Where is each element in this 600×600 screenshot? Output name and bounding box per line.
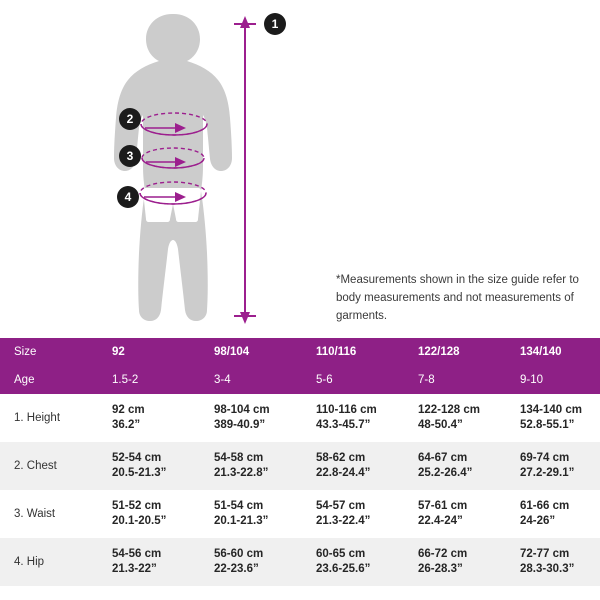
cell-waist-110-116	[308, 490, 410, 538]
cell-imperial: 21.3-22.8”	[214, 467, 269, 479]
cell-imperial: 48-50.4”	[418, 419, 463, 431]
header-age-1: 3-4	[206, 366, 308, 394]
header-age-2: 5-6	[308, 366, 410, 394]
cell-metric: 51-54 cm	[214, 500, 264, 512]
cell-metric: 134-140 cm	[520, 404, 583, 416]
cell-metric: 92 cm	[112, 404, 145, 416]
cell-imperial: 20.5-21.3”	[112, 467, 167, 479]
height-measure-line	[234, 16, 256, 324]
cell-height-122-128	[410, 394, 512, 442]
cell-metric: 72-77 cm	[520, 548, 570, 560]
cell-metric: 54-58 cm	[214, 452, 264, 464]
table-row	[0, 490, 600, 538]
cell-waist-92	[104, 490, 206, 538]
cell-metric: 110-116 cm	[316, 404, 377, 416]
cell-waist-134-140	[512, 490, 600, 538]
cell-metric: 66-72 cm	[418, 548, 468, 560]
row-label-chest: 2. Chest	[0, 442, 104, 490]
header-label-age: Age	[0, 366, 104, 394]
cell-metric: 61-66 cm	[520, 500, 570, 512]
cell-metric: 58-62 cm	[316, 452, 366, 464]
cell-height-98-104	[206, 394, 308, 442]
cell-metric: 122-128 cm	[418, 404, 481, 416]
cell-imperial: 389-40.9”	[214, 419, 266, 431]
cell-hip-122-128	[410, 538, 512, 586]
header-size-2: 110/116	[308, 338, 410, 366]
cell-hip-110-116	[308, 538, 410, 586]
cell-height-92	[104, 394, 206, 442]
table-row	[0, 442, 600, 490]
cell-imperial: 52.8-55.1”	[520, 419, 575, 431]
cell-hip-134-140	[512, 538, 600, 586]
cell-waist-98-104	[206, 490, 308, 538]
cell-imperial: 24-26”	[520, 515, 556, 527]
cell-metric: 54-57 cm	[316, 500, 366, 512]
cell-imperial: 27.2-29.1”	[520, 467, 575, 479]
cell-waist-122-128	[410, 490, 512, 538]
callout-marker-3: 3	[119, 145, 141, 167]
cell-hip-92	[104, 538, 206, 586]
cell-metric: 54-56 cm	[112, 548, 162, 560]
cell-imperial: 22.8-24.4”	[316, 467, 371, 479]
cell-imperial: 22.4-24”	[418, 515, 463, 527]
cell-height-134-140	[512, 394, 600, 442]
cell-metric: 98-104 cm	[214, 404, 270, 416]
cell-chest-122-128	[410, 442, 512, 490]
header-size-1: 98/104	[206, 338, 308, 366]
cell-hip-98-104	[206, 538, 308, 586]
cell-metric: 51-52 cm	[112, 500, 162, 512]
cell-chest-134-140	[512, 442, 600, 490]
cell-imperial: 25.2-26.4”	[418, 467, 473, 479]
table-row	[0, 394, 600, 442]
callout-marker-2: 2	[119, 108, 141, 130]
header-size-3: 122/128	[410, 338, 512, 366]
cell-imperial: 20.1-21.3”	[214, 515, 269, 527]
table-header-size-row	[0, 338, 600, 366]
cell-metric: 52-54 cm	[112, 452, 162, 464]
row-label-hip: 4. Hip	[0, 538, 104, 586]
table-header-age-row	[0, 366, 600, 394]
cell-imperial: 26-28.3”	[418, 563, 463, 575]
cell-imperial: 20.1-20.5”	[112, 515, 167, 527]
cell-imperial: 21.3-22.4”	[316, 515, 371, 527]
cell-metric: 60-65 cm	[316, 548, 366, 560]
cell-metric: 56-60 cm	[214, 548, 264, 560]
cell-imperial: 21.3-22”	[112, 563, 157, 575]
header-age-3: 7-8	[410, 366, 512, 394]
cell-metric: 57-61 cm	[418, 500, 468, 512]
cell-chest-110-116	[308, 442, 410, 490]
header-size-0: 92	[104, 338, 206, 366]
cell-chest-98-104	[206, 442, 308, 490]
header-size-4: 134/140	[512, 338, 600, 366]
row-label-height: 1. Height	[0, 394, 104, 442]
cell-chest-92	[104, 442, 206, 490]
measurement-note: *Measurements shown in the size guide refer to body measurements and not measurements of garments.	[336, 274, 579, 322]
table-row	[0, 538, 600, 586]
header-label-size: Size	[0, 338, 104, 366]
size-guide-table	[0, 338, 600, 586]
header-age-4: 9-10	[512, 366, 600, 394]
callout-marker-4: 4	[117, 186, 139, 208]
cell-imperial: 28.3-30.3”	[520, 563, 575, 575]
cell-height-110-116	[308, 394, 410, 442]
callout-marker-1: 1	[264, 13, 286, 35]
header-age-0: 1.5-2	[104, 366, 206, 394]
cell-imperial: 23.6-25.6”	[316, 563, 371, 575]
row-label-waist: 3. Waist	[0, 490, 104, 538]
cell-imperial: 43.3-45.7”	[316, 419, 371, 431]
cell-metric: 64-67 cm	[418, 452, 468, 464]
cell-metric: 69-74 cm	[520, 452, 570, 464]
cell-imperial: 36.2”	[112, 419, 141, 431]
cell-imperial: 22-23.6”	[214, 563, 259, 575]
